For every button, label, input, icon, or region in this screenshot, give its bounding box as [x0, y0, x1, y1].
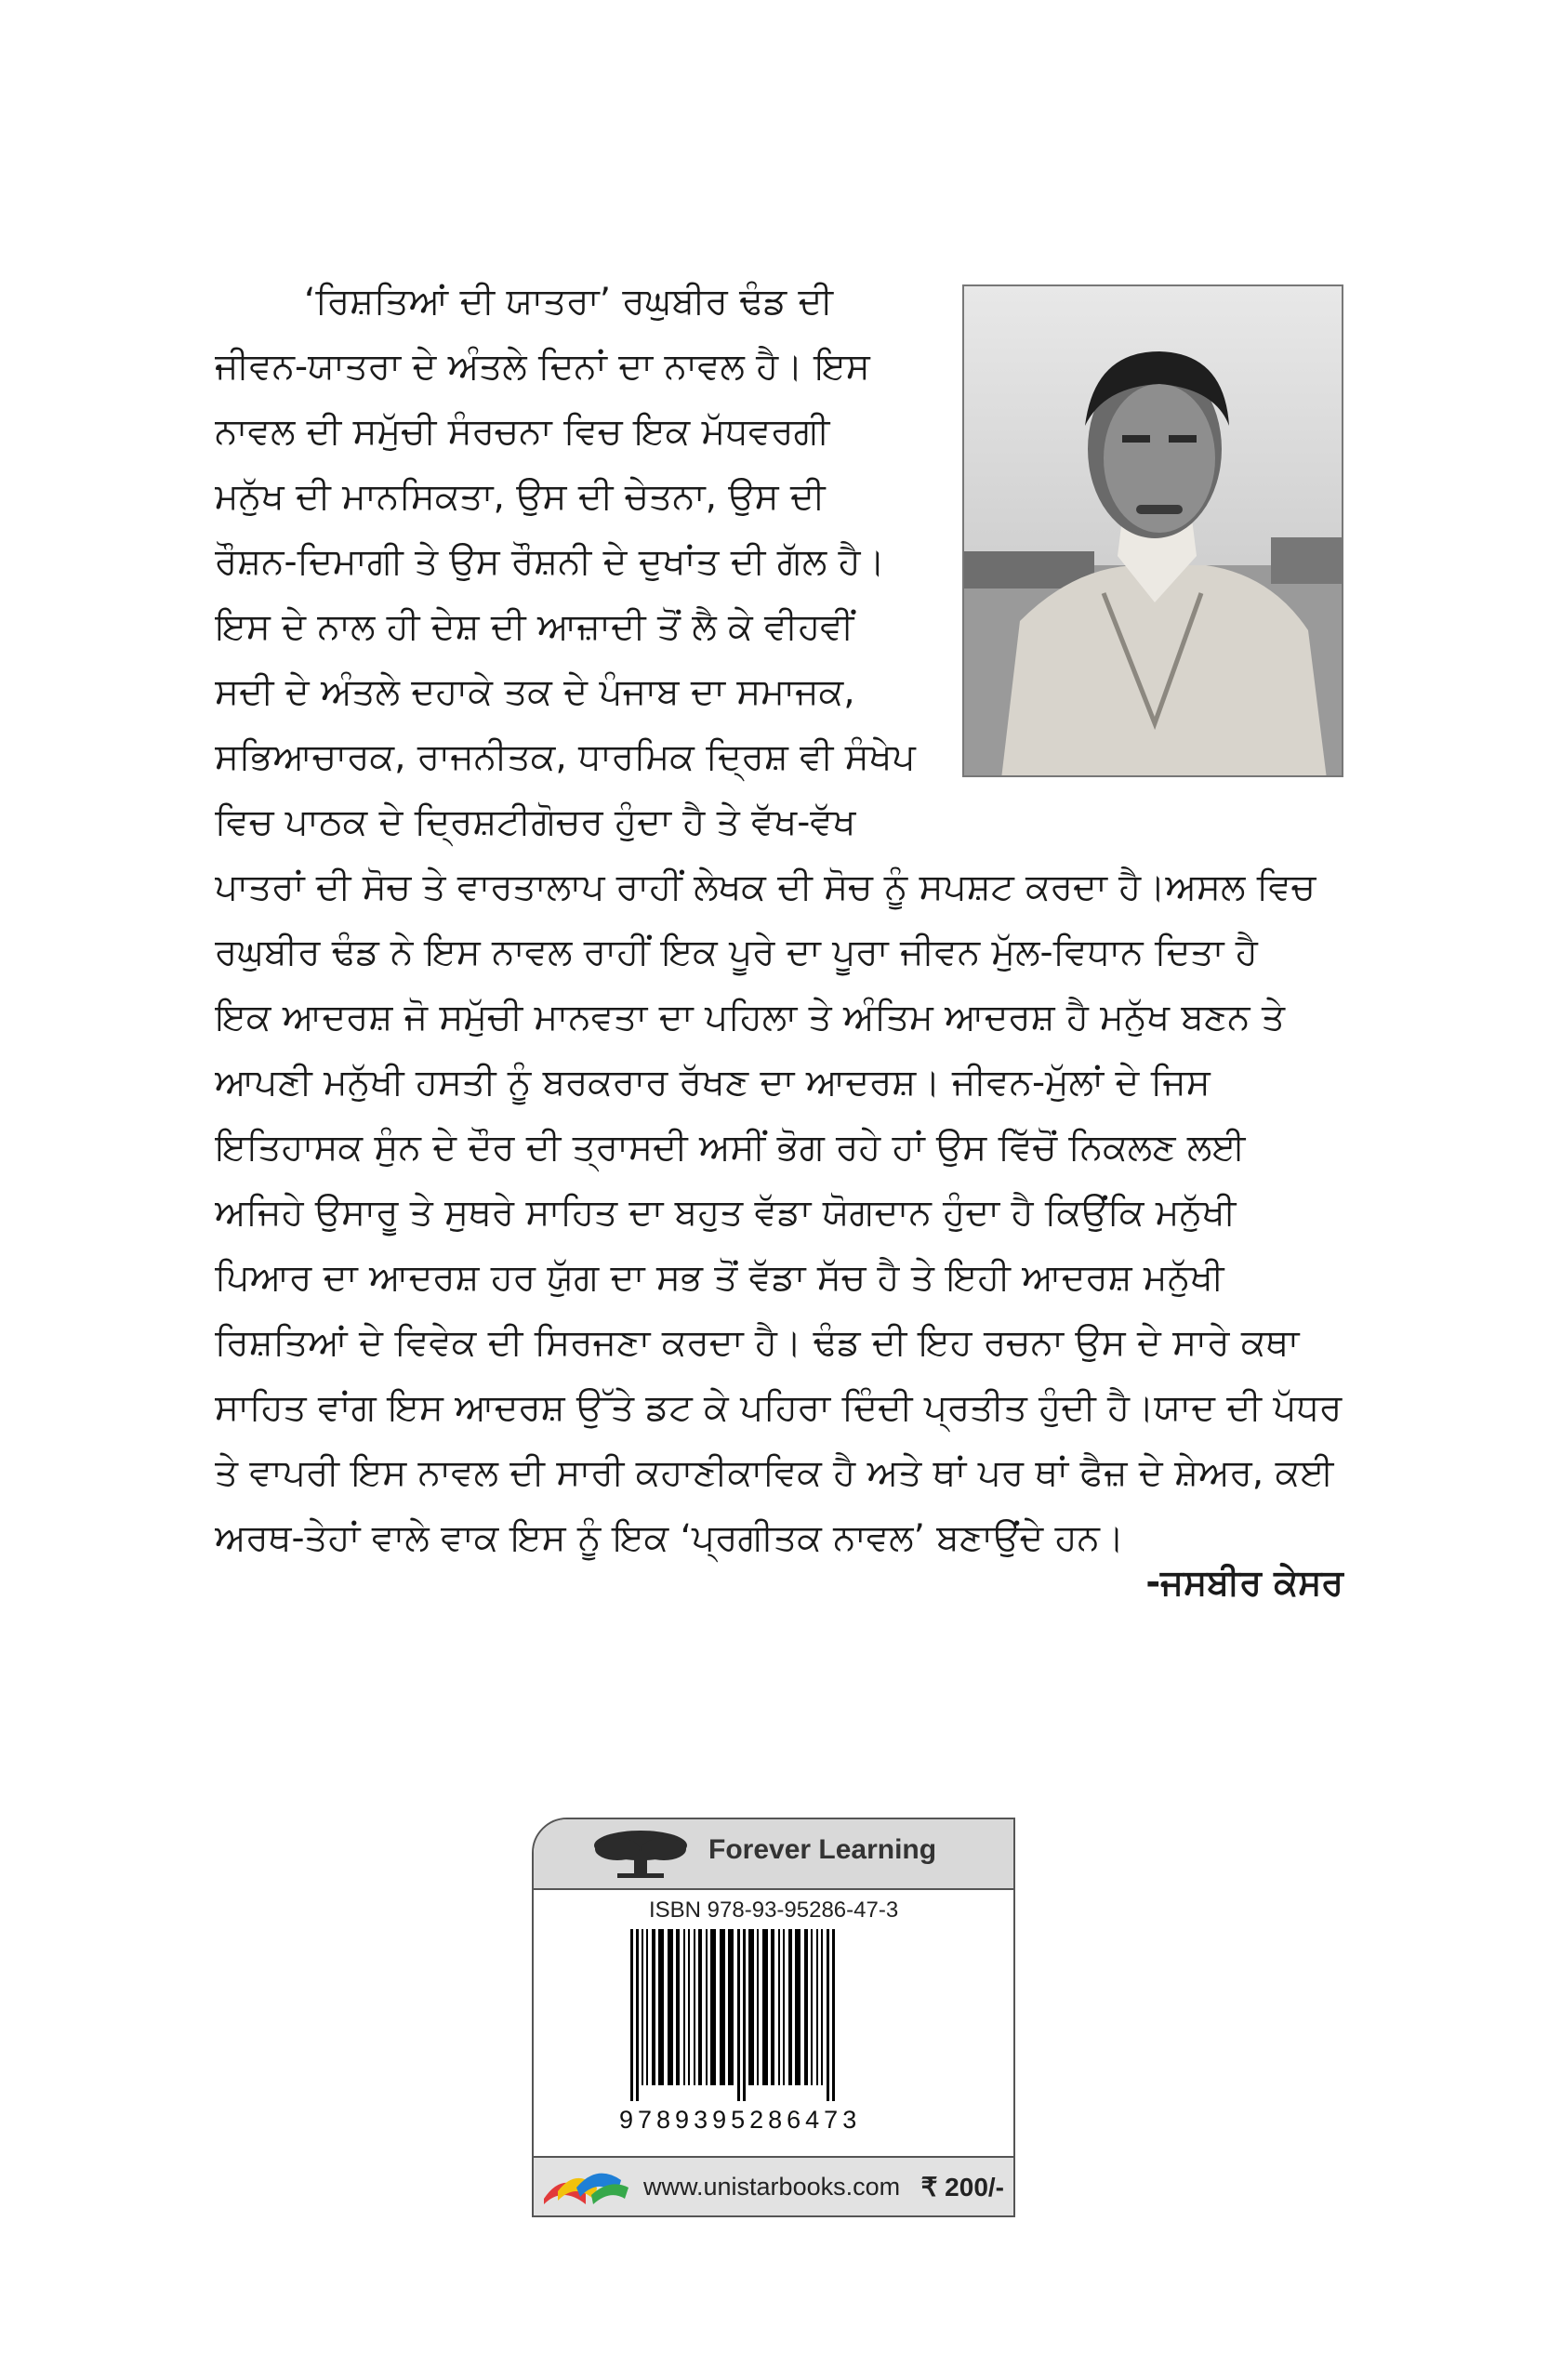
barcode-bar — [683, 1929, 685, 2085]
blurb-line: ਅਜਿਹੇ ਉਸਾਰੂ ਤੇ ਸੁਥਰੇ ਸਾਹਿਤ ਦਾ ਬਹੁਤ ਵੱਡਾ ਯੋਗਦਾਨ ਹੁੰਦਾ ਹੈ ਕਿਉਂਕਿ ਮਨੁੱਖੀ — [215, 1192, 1237, 1234]
blurb-line: ਵਿਚ ਪਾਠਕ ਦੇ ਦ੍ਰਿਸ਼ਟੀਗੋਚਰ ਹੁੰਦਾ ਹੈ ਤੇ ਵੱਖ-ਵੱਖ — [215, 801, 856, 843]
tree-logo-icon — [589, 1829, 692, 1883]
barcode-header — [534, 1819, 1013, 1890]
barcode-bar — [771, 1929, 774, 2085]
blurb-line: ਮਨੁੱਖ ਦੀ ਮਾਨਸਿਕਤਾ, ਉਸ ਦੀ ਚੇਤਨਾ, ਉਸ ਦੀ — [215, 476, 826, 518]
price-label: ₹ 200/- — [920, 2173, 1004, 2202]
blurb-line: ਜੀਵਨ-ਯਾਤਰਾ ਦੇ ਅੰਤਲੇ ਦਿਨਾਂ ਦਾ ਨਾਵਲ ਹੈ। ਇਸ — [215, 346, 870, 388]
blurb-line: ਇਕ ਆਦਰਸ਼ ਜੋ ਸਮੁੱਚੀ ਮਾਨਵਤਾ ਦਾ ਪਹਿਲਾ ਤੇ ਅੰਤਿਮ ਆਦਰਸ਼ ਹੈ ਮਨੁੱਖ ਬਣਨ ਤੇ — [215, 997, 1285, 1038]
blurb-line: ਪਾਤਰਾਂ ਦੀ ਸੋਚ ਤੇ ਵਾਰਤਾਲਾਪ ਰਾਹੀਂ ਲੇਖਕ ਦੀ ਸੋਚ ਨੂੰ ਸਪਸ਼ਟ ਕਰਦਾ ਹੈ।ਅਸਲ ਵਿਚ — [215, 866, 1316, 908]
blurb-line: ਪਿਆਰ ਦਾ ਆਦਰਸ਼ ਹਰ ਯੁੱਗ ਦਾ ਸਭ ਤੋਂ ਵੱਡਾ ਸੱਚ ਹੈ ਤੇ ਇਹੀ ਆਦਰਸ਼ ਮਨੁੱਖੀ — [215, 1257, 1224, 1299]
barcode-bar — [646, 1929, 648, 2085]
barcode-bar — [788, 1929, 792, 2085]
barcode-bar — [710, 1929, 716, 2085]
blurb-line: ਰੌਸ਼ਨ-ਦਿਮਾਗੀ ਤੇ ਉਸ ਰੌਸ਼ਨੀ ਦੇ ਦੁਖਾਂਤ ਦੀ ਗੱਲ ਹੈ। — [215, 541, 885, 583]
barcode-bar — [694, 1929, 695, 2085]
blurb-line: ਸਦੀ ਦੇ ਅੰਤਲੇ ਦਹਾਕੇ ਤਕ ਦੇ ਪੰਜਾਬ ਦਾ ਸਮਾਜਕ, — [215, 671, 855, 713]
blurb-line: ਸਾਹਿਤ ਵਾਂਗ ਇਸ ਆਦਰਸ਼ ਉੱਤੇ ਡਟ ਕੇ ਪਹਿਰਾ ਦਿੰਦੀ ਪ੍ਰਤੀਤ ਹੁੰਦੀ ਹੈ।ਯਾਦ ਦੀ ਪੱਧਰ — [215, 1387, 1343, 1429]
barcode-bar — [720, 1929, 725, 2085]
blurb-line: ਅਰਥ-ਤੇਹਾਂ ਵਾਲੇ ਵਾਕ ਇਸ ਨੂੰ ਇਕ ‘ਪ੍ਰਗੀਤਕ ਨਾਵਲ’ ਬਣਾਉਂਦੇ ਹਨ। — [215, 1517, 1125, 1559]
barcode-bar — [827, 1929, 829, 2101]
blurb-line: ਰਿਸ਼ਤਿਆਂ ਦੇ ਵਿਵੇਕ ਦੀ ਸਿਰਜਣਾ ਕਰਦਾ ਹੈ। ਢੰਡ ਦੀ ਇਹ ਰਚਨਾ ਉਸ ਦੇ ਸਾਰੇ ਕਥਾ — [215, 1322, 1300, 1364]
barcode-bar — [698, 1929, 702, 2085]
author-photo — [962, 284, 1343, 777]
barcode-bar — [816, 1929, 818, 2085]
unistar-logo-icon — [539, 2163, 632, 2214]
blurb-line: ਇਤਿਹਾਸਕ ਸੁੰਨ ਦੇ ਦੌਰ ਦੀ ਤ੍ਰਾਸਦੀ ਅਸੀਂ ਭੋਗ ਰਹੇ ਹਾਂ ਉਸ ਵਿੱਚੋਂ ਨਿਕਲਣ ਲਈ — [215, 1127, 1246, 1169]
barcode-bar — [706, 1929, 708, 2085]
barcode-bar — [668, 1929, 673, 2085]
website-link[interactable]: www.unistarbooks.com — [643, 2173, 901, 2201]
signature: -ਜਸਬੀਰ ਕੇਸਰ — [1145, 1562, 1343, 1603]
blurb-line: ‘ਰਿਸ਼ਤਿਆਂ ਦੀ ਯਾਤਰਾ’ ਰਘੁਬੀਰ ਢੰਡ ਦੀ — [304, 281, 834, 323]
barcode-box — [532, 1818, 1015, 2217]
isbn-label: ISBN 978-93-95286-47-3 — [649, 1897, 899, 1923]
barcode-bars — [627, 1929, 924, 2101]
publisher-tagline: Forever Learning — [708, 1834, 937, 1865]
barcode-bar — [642, 1929, 643, 2085]
barcode-bar — [743, 1929, 746, 2101]
barcode-bar — [757, 1929, 759, 2085]
isbn-digits: 9789395286473 — [619, 2106, 862, 2134]
barcode-bar — [652, 1929, 655, 2085]
barcode-bar — [688, 1929, 690, 2085]
barcode-bar — [748, 1929, 754, 2085]
barcode-bar — [783, 1929, 785, 2085]
barcode-bar — [795, 1929, 800, 2085]
blurb-line: ਰਘੁਬੀਰ ਢੰਡ ਨੇ ਇਸ ਨਾਵਲ ਰਾਹੀਂ ਇਕ ਪੂਰੇ ਦਾ ਪੂਰਾ ਜੀਵਨ ਮੁੱਲ-ਵਿਧਾਨ ਦਿਤਾ ਹੈ — [215, 932, 1258, 973]
barcode-bar — [804, 1929, 808, 2085]
barcode-bar — [762, 1929, 768, 2085]
barcode-bar — [630, 1929, 633, 2101]
blurb-line: ਇਸ ਦੇ ਨਾਲ ਹੀ ਦੇਸ਼ ਦੀ ਆਜ਼ਾਦੀ ਤੋਂ ਲੈ ਕੇ ਵੀਹਵੀਂ — [215, 606, 854, 648]
barcode-bar — [811, 1929, 813, 2085]
blurb-line: ਤੇ ਵਾਪਰੀ ਇਸ ਨਾਵਲ ਦੀ ਸਾਰੀ ਕਹਾਣੀਕਾਵਿਕ ਹੈ ਅਤੇ ਥਾਂ ਪਰ ਥਾਂ ਫੈਜ਼ ਦੇ ਸ਼ੇਅਰ, ਕਈ — [215, 1452, 1334, 1494]
barcode-bar — [737, 1929, 740, 2101]
barcode-bar — [728, 1929, 734, 2085]
barcode-bar — [676, 1929, 680, 2085]
blurb-line: ਆਪਣੀ ਮਨੁੱਖੀ ਹਸਤੀ ਨੂੰ ਬਰਕਰਾਰ ਰੱਖਣ ਦਾ ਆਦਰਸ਼। ਜੀਵਨ-ਮੁੱਲਾਂ ਦੇ ਜਿਸ — [215, 1062, 1211, 1104]
barcode-bar — [778, 1929, 780, 2085]
blurb-line: ਸਭਿਆਚਾਰਕ, ਰਾਜਨੀਤਕ, ਧਾਰਮਿਕ ਦ੍ਰਿਸ਼ ਵੀ ਸੰਖੇਪ — [215, 736, 916, 778]
blurb-line: ਨਾਵਲ ਦੀ ਸਮੁੱਚੀ ਸੰਰਚਨਾ ਵਿਚ ਇਕ ਮੱਧਵਰਗੀ — [215, 411, 830, 453]
barcode-bar — [832, 1929, 835, 2101]
barcode-bar — [636, 1929, 639, 2101]
barcode-bar — [821, 1929, 823, 2085]
barcode-bar — [658, 1929, 664, 2085]
barcode-footer — [534, 2156, 1013, 2215]
